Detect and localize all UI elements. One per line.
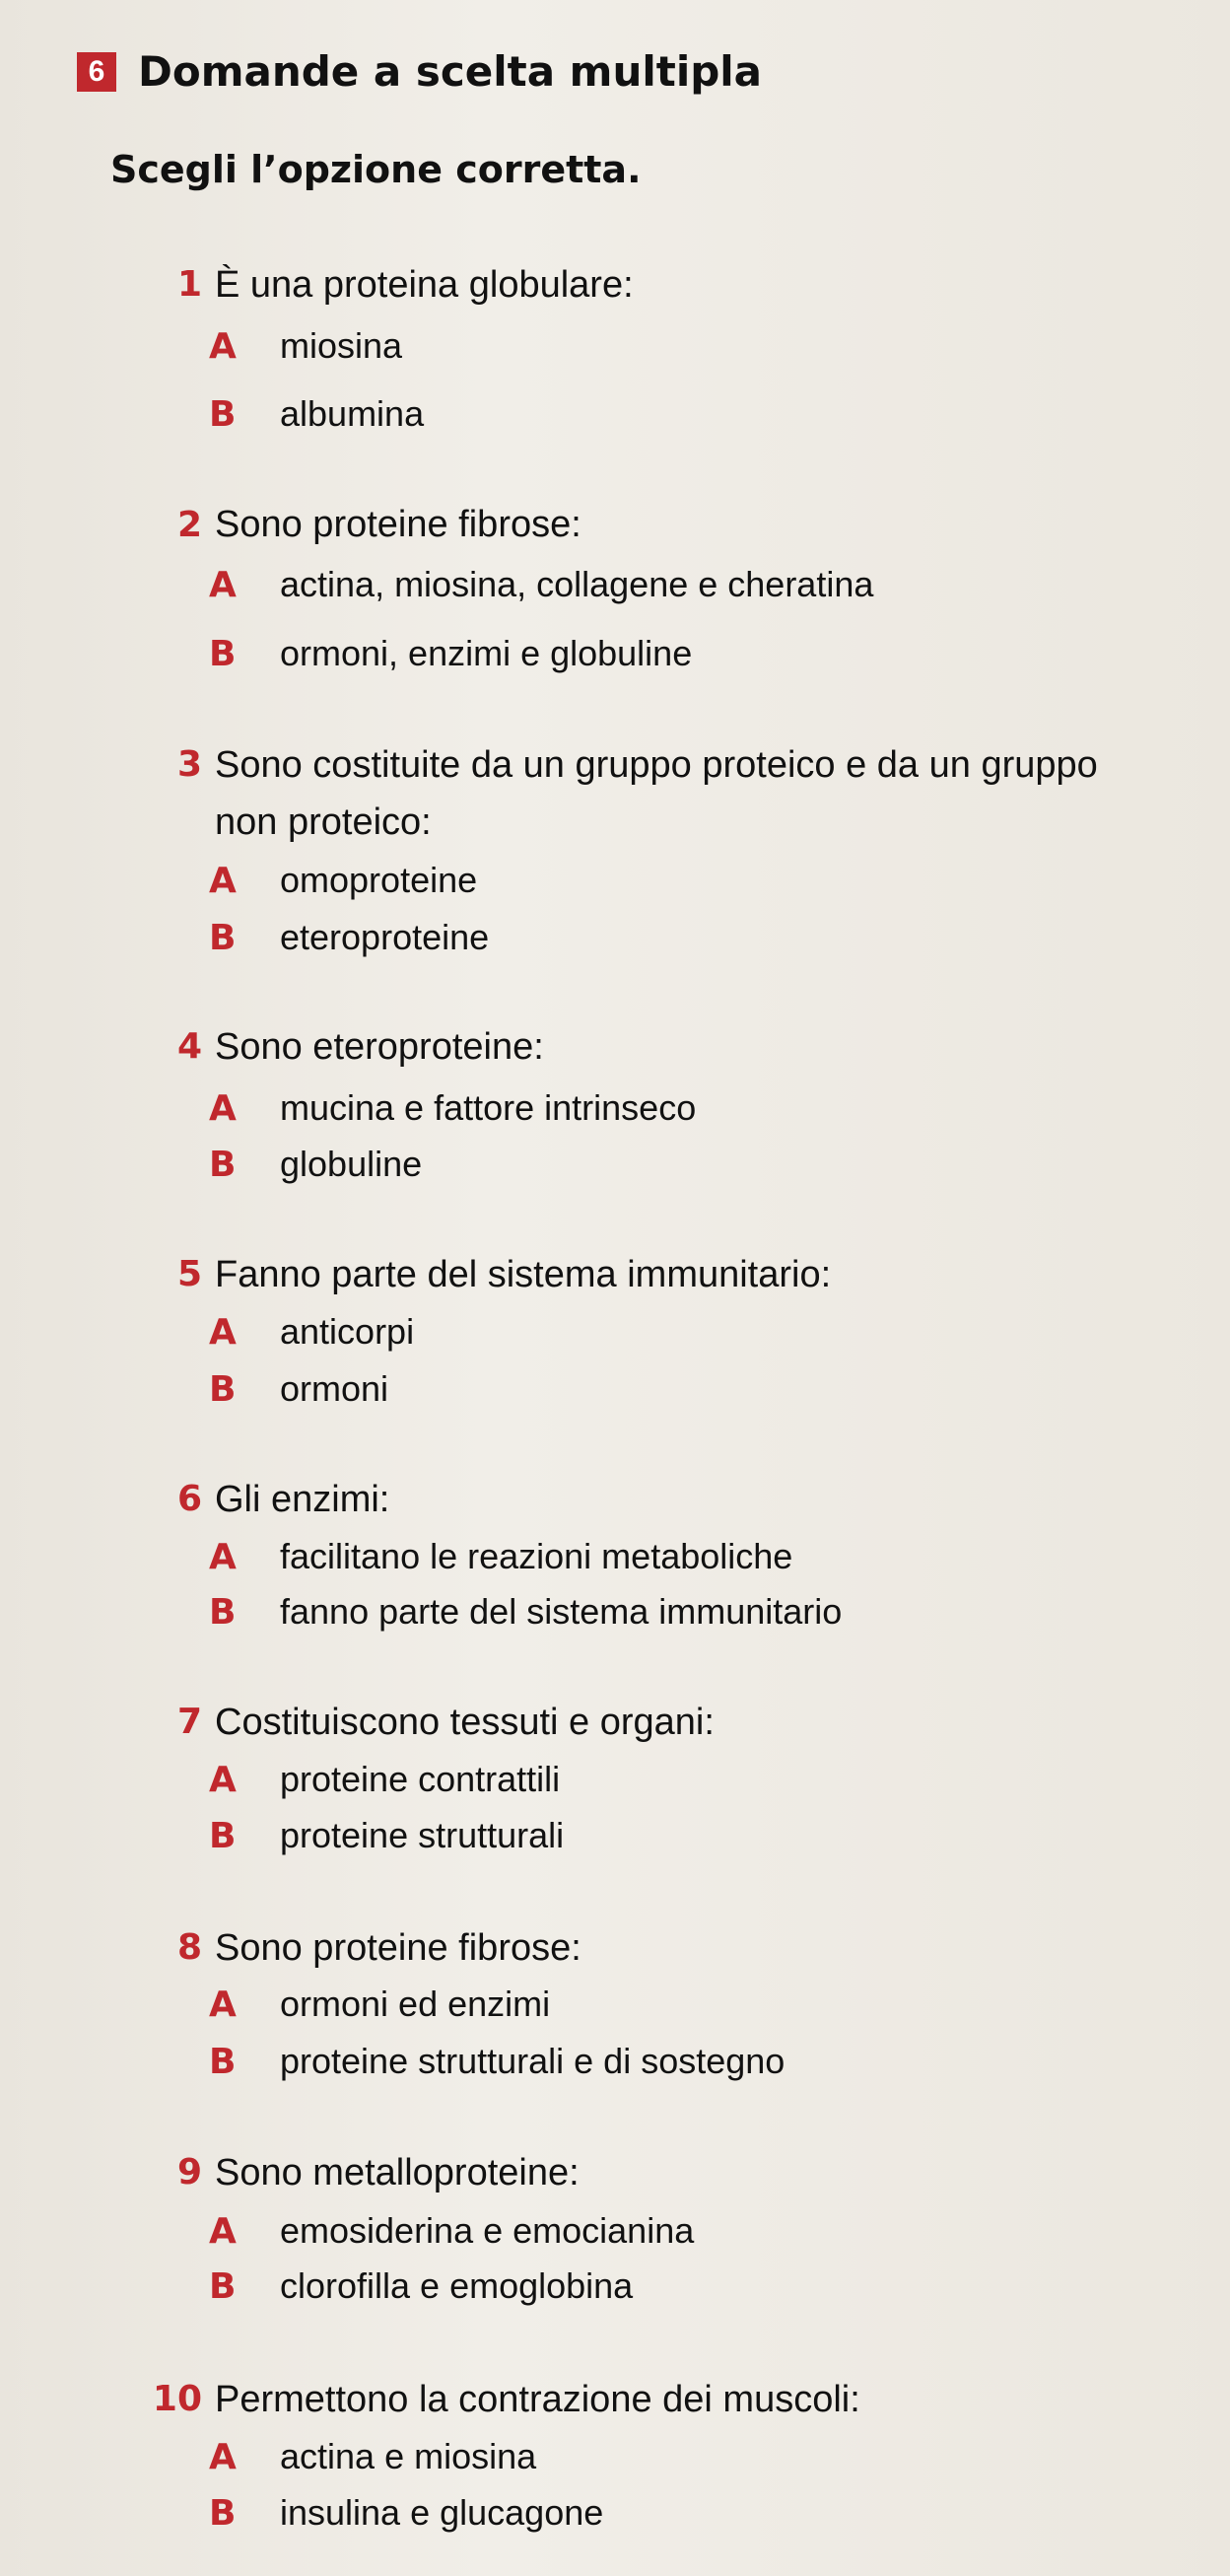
option-text: miosina (280, 325, 403, 366)
exercise-instruction: Scegli l’opzione corretta. (110, 148, 642, 191)
option-text: omoproteine (280, 860, 478, 900)
question-number: 5 (176, 1254, 202, 1294)
option-text: facilitano le reazioni metaboliche (280, 1536, 793, 1576)
question-number: 3 (176, 744, 202, 785)
option-b[interactable] (209, 1144, 422, 1185)
question-text: Costituiscono tessuti e organi: (215, 1702, 715, 1743)
exercise-title: Domande a scelta multipla (138, 47, 763, 96)
question-text: Gli enzimi: (215, 1479, 390, 1520)
option-text: eteroproteine (280, 917, 490, 957)
option-text: mucina e fattore intrinseco (280, 1087, 697, 1128)
question-text: Sono proteine fibrose: (215, 1927, 581, 1969)
option-b[interactable] (209, 1368, 388, 1410)
option-b[interactable] (209, 1815, 564, 1856)
option-a[interactable] (209, 1759, 560, 1800)
option-letter: A (209, 2211, 237, 2252)
option-text: proteine strutturali (280, 1815, 565, 1855)
option-a[interactable] (209, 564, 873, 605)
option-a[interactable] (209, 1087, 696, 1129)
option-a[interactable] (209, 2210, 694, 2252)
question-text: Fanno parte del sistema immunitario: (215, 1254, 832, 1295)
option-letter: B (209, 2266, 237, 2307)
option-letter: B (209, 2493, 237, 2534)
option-b[interactable] (209, 2041, 785, 2082)
option-letter: B (209, 1592, 237, 1633)
option-text: globuline (280, 1144, 423, 1184)
question-number: 7 (176, 1702, 202, 1742)
option-a[interactable] (209, 1536, 792, 1577)
option-letter: A (209, 1312, 237, 1353)
option-b[interactable] (209, 917, 489, 958)
option-a[interactable] (209, 325, 402, 367)
option-a[interactable] (209, 2436, 536, 2477)
question-text: Sono eteroproteine: (215, 1026, 544, 1068)
question-number: 9 (176, 2152, 202, 2193)
option-b[interactable] (209, 1591, 842, 1633)
option-letter: A (209, 861, 237, 901)
question-number: 2 (176, 505, 202, 545)
option-letter: B (209, 634, 237, 674)
option-b[interactable] (209, 2492, 603, 2534)
option-letter: B (209, 1816, 237, 1856)
option-a[interactable] (209, 860, 477, 901)
option-text: proteine strutturali e di sostegno (280, 2041, 786, 2081)
option-text: albumina (280, 393, 425, 434)
option-letter: A (209, 326, 237, 367)
exercise-number-badge: 6 (77, 52, 116, 92)
option-text: actina, miosina, collagene e cheratina (280, 564, 874, 604)
option-a[interactable] (209, 1311, 414, 1353)
question-number: 6 (176, 1479, 202, 1519)
option-text: clorofilla e emoglobina (280, 2265, 634, 2306)
option-text: actina e miosina (280, 2436, 537, 2476)
option-b[interactable] (209, 2265, 633, 2307)
option-letter: A (209, 1088, 237, 1129)
option-letter: A (209, 1537, 237, 1577)
option-b[interactable] (209, 393, 424, 435)
option-text: proteine contrattili (280, 1759, 561, 1799)
option-letter: A (209, 1984, 237, 2025)
option-letter: A (209, 1760, 237, 1800)
exercise-header (77, 47, 762, 96)
option-letter: A (209, 2437, 237, 2477)
option-b[interactable] (209, 633, 692, 674)
question-text: Permettono la contrazione dei muscoli: (215, 2379, 860, 2420)
option-text: ormoni (280, 1368, 389, 1409)
option-text: ormoni ed enzimi (280, 1984, 551, 2024)
question-text: È una proteina globulare: (215, 264, 634, 306)
option-text: emosiderina e emocianina (280, 2210, 695, 2251)
option-text: anticorpi (280, 1311, 415, 1352)
question-number: 4 (176, 1026, 202, 1067)
option-letter: A (209, 565, 237, 605)
option-letter: B (209, 918, 237, 958)
question-text: Sono costituite da un gruppo proteico e da un gruppo non proteico: (215, 744, 1098, 843)
option-text: insulina e glucagone (280, 2492, 604, 2533)
question-number: 1 (176, 264, 202, 305)
option-letter: B (209, 2042, 237, 2082)
question-text: Sono metalloproteine: (215, 2152, 580, 2193)
option-letter: B (209, 1145, 237, 1185)
option-text: ormoni, enzimi e globuline (280, 633, 693, 673)
question-number: 8 (176, 1927, 202, 1968)
option-letter: B (209, 1369, 237, 1410)
option-text: fanno parte del sistema immunitario (280, 1591, 843, 1632)
question-text: Sono proteine fibrose: (215, 504, 581, 545)
option-a[interactable] (209, 1984, 550, 2025)
option-letter: B (209, 394, 237, 435)
question-number: 10 (152, 2379, 202, 2419)
